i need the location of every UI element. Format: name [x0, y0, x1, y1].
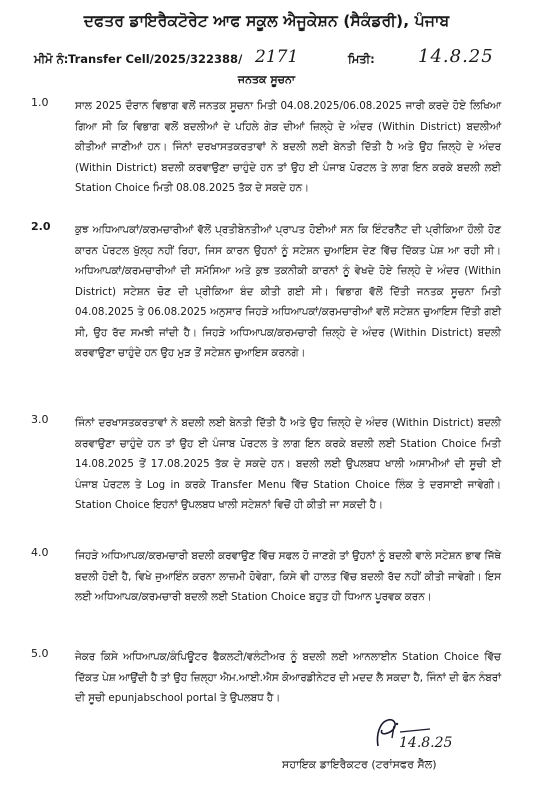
paragraph-text: ਜੇਕਰ ਕਿਸੇ ਅਧਿਆਪਕ/ਕੰਪਿਊਟਰ ਫੈਕਲਟੀ/ਵਲੰਟੀਅਰ ਨੂੰ ਬਦਲੀ ਲਈ ਆਨਲਾਈਨ Station Choice ਵਿੱਚ ਦਿੱਕਤ ਪੇਸ਼ ਆਉਂਦੀ ਹੈ ਤਾਂ ਉਹ ਜ਼ਿਲ੍ਹਾ ਐਮ.ਆਈ.ਐਸ ਕੋਆਰਡੀਨੇਟਰ ਦੀ ਮਦਦ ਲੈ ਸਕਦਾ ਹੈ, ਜਿੰਨਾਂ ਦੀ ਫੋਨ ਨੰਬਰਾਂ ਦੀ ਸੂਚੀ epunjabschool portal ਤੇ ਉਪਲਬਧ ਹੈ। — [75, 651, 501, 704]
paragraph-number: 2.0 — [31, 220, 51, 233]
paragraph-number: 5.0 — [31, 647, 49, 660]
memo-reference: Transfer Cell/2025/322388/ — [68, 52, 243, 66]
notice-title: ਜਨਤਕ ਸੂਚਨਾ — [237, 73, 296, 86]
memo-row — [34, 46, 494, 72]
paragraph-text: ਸਾਲ 2025 ਦੌਰਾਨ ਵਿਭਾਗ ਵਲੋਂ ਜਨਤਕ ਸੂਚਨਾ ਮਿਤੀ 04.08.2025/06.08.2025 ਜਾਰੀ ਕਰਦੇ ਹੋਏ ਲਿਖਿਆ ਗਿਆ ਸੀ ਕਿ ਵਿਭਾਗ ਵਲੋਂ ਬਦਲੀਆਂ ਦੇ ਪਹਿਲੇ ਗੇੜ ਦੀਆਂ ਜ਼ਿਲ੍ਹੇ ਦੇ ਅੰਦਰ (Within District) ਬਦਲੀਆਂ ਕੀਤੀਆਂ ਜਾਣੀਆਂ ਹਨ। ਜਿੰਨਾਂ ਦਰਖਾਸਤਕਰਤਾਵਾਂ ਨੇ ਬਦਲੀ ਲਈ ਬੇਨਤੀ ਦਿੱਤੀ ਹੈ ਅਤੇ ਉਹ ਜ਼ਿਲ੍ਹੇ ਦੇ ਅੰਦਰ (Within District) ਬਦਲੀ ਕਰਵਾਉਣਾ ਚਾਹੁੰਦੇ ਹਨ ਤਾਂ ਉਹ ਈ ਪੰਜਾਬ ਪੋਰਟਲ ਤੇ ਲਾਗ ਇਨ ਕਰਕੇ ਬਦਲੀ ਲਈ Station Choice ਮਿਤੀ 08.08.2025 ਤੱਕ ਦੇ ਸਕਦੇ ਹਨ। — [75, 100, 501, 194]
paragraph-text: ਕੁਝ ਅਧਿਆਪਕਾਂ/ਕਰਮਚਾਰੀਆਂ ਵੱਲੋਂ ਪ੍ਰਤੀਬੇਨਤੀਆਂ ਪ੍ਰਾਪਤ ਹੋਈਆਂ ਸਨ ਕਿ ਇੰਟਰਨੈੱਟ ਦੀ ਪ੍ਰੀਕਿਆ ਹੌਲੀ ਹੋਣ ਕਾਰਨ ਪੋਰਟਲ ਖੁੱਲ੍ਹ ਨਹੀਂ ਰਿਹਾ, ਜਿਸ ਕਾਰਨ ਉਹਨਾਂ ਨੂੰ ਸਟੇਸ਼ਨ ਚੁਆਇਸ ਦੇਣ ਵਿੱਚ ਦਿੱਕਤ ਪੇਸ਼ ਆ ਰਹੀ ਸੀ। ਅਧਿਆਪਕਾਂ/ਕਰਮਚਾਰੀਆਂ ਦੀ ਸਮੱਸਿਆ ਅਤੇ ਕੁਝ ਤਕਨੀਕੀ ਕਾਰਨਾਂ ਨੂੰ ਵੇਖਦੇ ਹੋਏ ਜ਼ਿਲ੍ਹੇ ਦੇ ਅੰਦਰ (Within District) ਸਟੇਸ਼ਨ ਚੋਣ ਦੀ ਪ੍ਰੀਕਿਆ ਬੰਦ ਕੀਤੀ ਗਈ ਸੀ। ਵਿਭਾਗ ਵੱਲੋਂ ਦਿੱਤੀ ਜਨਤਕ ਸੂਚਨਾ ਮਿਤੀ 04.08.2025 ਤੇ 06.08.2025 ਅਨੁਸਾਰ ਜਿਹੜੇ ਅਧਿਆਪਕਾਂ/ਕਰਮਚਾਰੀਆਂ ਵਲੋਂ ਸਟੇਸ਼ਨ ਚੁਆਇਸ ਦਿੱਤੀ ਗਈ ਸੀ, ਉਹ ਰੱਦ ਸਮਝੀ ਜਾਂਦੀ ਹੈ। ਜਿਹੜੇ ਅਧਿਆਪਕ/ਕਰਮਚਾਰੀ ਜ਼ਿਲ੍ਹੇ ਦੇ ਅੰਦਰ (Within District) ਬਦਲੀ ਕਰਵਾਉਣਾ ਚਾਹੁੰਦੇ ਹਨ ਉਹ ਮੁੜ ਤੋਂ ਸਟੇਸ਼ਨ ਚੁਆਇਸ ਕਰਨਗੇ। — [75, 224, 501, 359]
paragraph-number: 1.0 — [31, 96, 49, 109]
paragraph-text: ਜਿਹੜੇ ਅਧਿਆਪਕ/ਕਰਮਚਾਰੀ ਬਦਲੀ ਕਰਵਾਉਣ ਵਿੱਚ ਸਫਲ ਹੋ ਜਾਣਗੇ ਤਾਂ ਉਹਨਾਂ ਨੂੰ ਬਦਲੀ ਵਾਲੇ ਸਟੇਸ਼ਨ ਭਾਵ ਜਿੱਥੇ ਬਦਲੀ ਹੋਈ ਹੈ, ਵਿਖੇ ਜੁਆਇੰਨ ਕਰਨਾ ਲਾਜ਼ਮੀ ਹੋਵੇਗਾ, ਕਿਸੇ ਵੀ ਹਾਲਤ ਵਿੱਚ ਬਦਲੀ ਰੱਦ ਨਹੀਂ ਕੀਤੀ ਜਾਵੇਗੀ। ਇਸ ਲਈ ਅਧਿਆਪਕ/ਕਰਮਚਾਰੀ ਬਦਲੀ ਲਈ Station Choice ਬਹੁਤ ਹੀ ਧਿਆਨ ਪੂਰਵਕ ਕਰਨ। — [75, 550, 501, 603]
handwritten-date: 14.8.25 — [418, 46, 494, 67]
paragraph-number: 4.0 — [31, 546, 49, 559]
memo-label: ਮੀਮੋ ਨੰ: — [34, 52, 69, 66]
signatory-designation: ਸਹਾਇਕ ਡਾਇਰੈਕਟਰ (ਟਰਾਂਸਫਰ ਸੈੱਲ) — [282, 758, 437, 771]
date-label: ਮਿਤੀ: — [348, 52, 375, 66]
paragraph-number: 3.0 — [31, 413, 49, 426]
office-title: ਦਫਤਰ ਡਾਇਰੈਕਟੋਰੇਟ ਆਫ ਸਕੂਲ ਐਜੂਕੇਸ਼ਨ (ਸੈਕੰਡਰੀ), ਪੰਜਾਬ — [83, 12, 450, 30]
paragraph-text: ਜਿੰਨਾਂ ਦਰਖਾਸਤਕਰਤਾਵਾਂ ਨੇ ਬਦਲੀ ਲਈ ਬੇਨਤੀ ਦਿੱਤੀ ਹੈ ਅਤੇ ਉਹ ਜ਼ਿਲ੍ਹੇ ਦੇ ਅੰਦਰ (Within District) ਬਦਲੀ ਕਰਵਾਉਣਾ ਚਾਹੁੰਦੇ ਹਨ ਤਾਂ ਉਹ ਈ ਪੰਜਾਬ ਪੋਰਟਲ ਤੇ ਲਾਗ ਇਨ ਕਰਕੇ ਬਦਲੀ ਲਈ Station Choice ਮਿਤੀ 14.08.2025 ਤੋਂ 17.08.2025 ਤੱਕ ਦੇ ਸਕਦੇ ਹਨ। ਬਦਲੀ ਲਈ ਉਪਲਬਧ ਖਾਲੀ ਅਸਾਮੀਆਂ ਦੀ ਸੂਚੀ ਈ ਪੰਜਾਬ ਪੋਰਟਲ ਤੇ Log in ਕਰਕੇ Transfer Menu ਵਿੱਚ Station Choice ਲਿੰਕ ਤੇ ਦਰਸਾਈ ਜਾਵੇਗੀ। Station Choice ਇਹਨਾਂ ਉਪਲਬਧ ਖਾਲੀ ਸਟੇਸ਼ਨਾਂ ਵਿਚੋਂ ਹੀ ਕੀਤੀ ਜਾ ਸਕਦੀ ਹੈ। — [75, 417, 501, 511]
handwritten-memo-number: 2171 — [255, 47, 299, 67]
signature-date: 14.8.25 — [399, 735, 453, 751]
